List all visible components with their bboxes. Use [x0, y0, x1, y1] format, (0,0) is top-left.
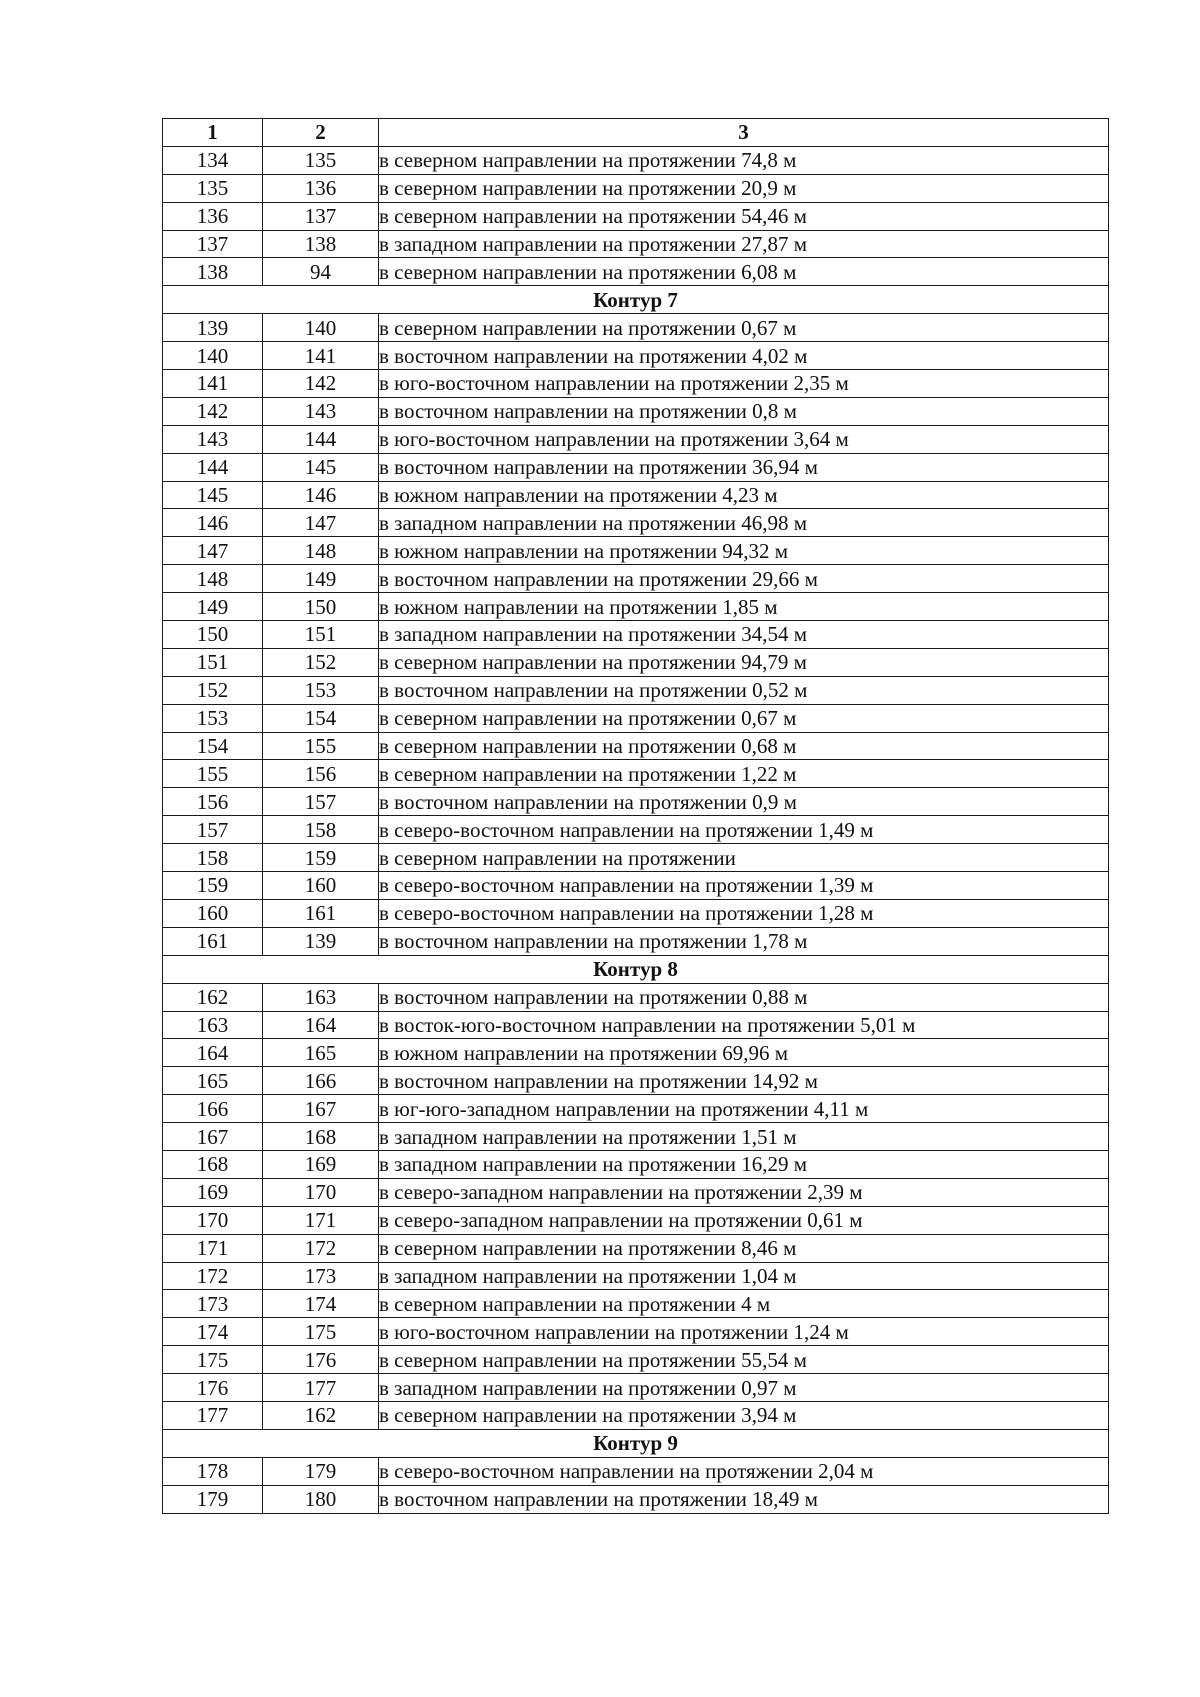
description-cell: в западном направлении на протяжении 1,51 м [379, 1123, 1109, 1151]
table-row [163, 704, 1109, 732]
table-row [163, 621, 1109, 649]
description-cell: в южном направлении на протяжении 69,96 м [379, 1039, 1109, 1067]
description-cell: в восточном направлении на протяжении 14,92 м [379, 1067, 1109, 1095]
from-point-cell: 165 [163, 1067, 263, 1095]
description-cell: в северо-западном направлении на протяжении 2,39 м [379, 1178, 1109, 1206]
from-point-cell: 175 [163, 1346, 263, 1374]
description-cell: в северном направлении на протяжении 0,67 м [379, 704, 1109, 732]
from-point-cell: 149 [163, 593, 263, 621]
to-point-cell: 173 [263, 1262, 379, 1290]
to-point-cell: 139 [263, 927, 379, 955]
to-point-cell: 156 [263, 760, 379, 788]
to-point-cell: 152 [263, 648, 379, 676]
from-point-cell: 161 [163, 927, 263, 955]
table-row [163, 202, 1109, 230]
to-point-cell: 145 [263, 453, 379, 481]
from-point-cell: 145 [163, 481, 263, 509]
description-cell: в восточном направлении на протяжении 0,88 м [379, 983, 1109, 1011]
description-cell: в восточном направлении на протяжении 29,66 м [379, 565, 1109, 593]
to-point-cell: 136 [263, 174, 379, 202]
from-point-cell: 160 [163, 899, 263, 927]
to-point-cell: 177 [263, 1374, 379, 1402]
table-header [163, 119, 1109, 147]
to-point-cell: 144 [263, 425, 379, 453]
to-point-cell: 162 [263, 1401, 379, 1429]
table-row [163, 509, 1109, 537]
to-point-cell: 168 [263, 1123, 379, 1151]
to-point-cell: 167 [263, 1095, 379, 1123]
table-row [163, 788, 1109, 816]
description-cell: в северо-восточном направлении на протяжении 1,39 м [379, 872, 1109, 900]
table-row [163, 1011, 1109, 1039]
table-row [163, 230, 1109, 258]
from-point-cell: 155 [163, 760, 263, 788]
contour-title: Контур 9 [163, 1429, 1109, 1457]
from-point-cell: 151 [163, 648, 263, 676]
from-point-cell: 134 [163, 146, 263, 174]
from-point-cell: 156 [163, 788, 263, 816]
description-cell: в юго-восточном направлении на протяжении 3,64 м [379, 425, 1109, 453]
description-cell: в северном направлении на протяжении 0,67 м [379, 314, 1109, 342]
table-row [163, 481, 1109, 509]
from-point-cell: 176 [163, 1374, 263, 1402]
table-row [163, 816, 1109, 844]
description-cell: в северном направлении на протяжении 4 м [379, 1290, 1109, 1318]
contour-heading-row [163, 955, 1109, 983]
description-cell: в восточном направлении на протяжении 18,49 м [379, 1485, 1109, 1513]
to-point-cell: 170 [263, 1178, 379, 1206]
from-point-cell: 148 [163, 565, 263, 593]
description-cell: в восточном направлении на протяжении 4,02 м [379, 342, 1109, 370]
table-row [163, 342, 1109, 370]
contour-heading-row [163, 286, 1109, 314]
from-point-cell: 141 [163, 370, 263, 398]
to-point-cell: 153 [263, 676, 379, 704]
to-point-cell: 155 [263, 732, 379, 760]
to-point-cell: 142 [263, 370, 379, 398]
contour-heading-row [163, 1429, 1109, 1457]
to-point-cell: 166 [263, 1067, 379, 1095]
to-point-cell: 172 [263, 1234, 379, 1262]
table-row [163, 537, 1109, 565]
from-point-cell: 166 [163, 1095, 263, 1123]
from-point-cell: 170 [163, 1206, 263, 1234]
contour-title: Контур 7 [163, 286, 1109, 314]
table-row [163, 676, 1109, 704]
table-row [163, 983, 1109, 1011]
description-cell: в восток-юго-восточном направлении на протяжении 5,01 м [379, 1011, 1109, 1039]
to-point-cell: 146 [263, 481, 379, 509]
to-point-cell: 149 [263, 565, 379, 593]
from-point-cell: 177 [163, 1401, 263, 1429]
from-point-cell: 142 [163, 397, 263, 425]
table-row [163, 314, 1109, 342]
table-row [163, 927, 1109, 955]
table-row [163, 453, 1109, 481]
table-row [163, 1150, 1109, 1178]
description-cell: в западном направлении на протяжении 1,04 м [379, 1262, 1109, 1290]
from-point-cell: 172 [163, 1262, 263, 1290]
description-cell: в восточном направлении на протяжении 0,9 м [379, 788, 1109, 816]
to-point-cell: 164 [263, 1011, 379, 1039]
to-point-cell: 163 [263, 983, 379, 1011]
description-cell: в восточном направлении на протяжении 0,8 м [379, 397, 1109, 425]
from-point-cell: 168 [163, 1150, 263, 1178]
to-point-cell: 147 [263, 509, 379, 537]
table-row [163, 1178, 1109, 1206]
table-row [163, 1457, 1109, 1485]
from-point-cell: 162 [163, 983, 263, 1011]
table-row [163, 146, 1109, 174]
from-point-cell: 146 [163, 509, 263, 537]
to-point-cell: 138 [263, 230, 379, 258]
table-row [163, 1401, 1109, 1429]
description-cell: в западном направлении на протяжении 16,29 м [379, 1150, 1109, 1178]
from-point-cell: 179 [163, 1485, 263, 1513]
from-point-cell: 173 [163, 1290, 263, 1318]
to-point-cell: 159 [263, 844, 379, 872]
from-point-cell: 174 [163, 1318, 263, 1346]
table-row [163, 1485, 1109, 1513]
description-cell: в северо-восточном направлении на протяжении 2,04 м [379, 1457, 1109, 1485]
description-cell: в восточном направлении на протяжении 36,94 м [379, 453, 1109, 481]
from-point-cell: 143 [163, 425, 263, 453]
table-row [163, 1262, 1109, 1290]
to-point-cell: 135 [263, 146, 379, 174]
from-point-cell: 135 [163, 174, 263, 202]
from-point-cell: 159 [163, 872, 263, 900]
description-cell: в северо-восточном направлении на протяжении 1,49 м [379, 816, 1109, 844]
column-header-to-point: 2 [263, 119, 379, 147]
from-point-cell: 154 [163, 732, 263, 760]
table-row [163, 565, 1109, 593]
to-point-cell: 154 [263, 704, 379, 732]
to-point-cell: 141 [263, 342, 379, 370]
to-point-cell: 180 [263, 1485, 379, 1513]
description-cell: в юго-восточном направлении на протяжении 2,35 м [379, 370, 1109, 398]
table-row [163, 397, 1109, 425]
table-row [163, 174, 1109, 202]
table-row [163, 370, 1109, 398]
table-row [163, 844, 1109, 872]
description-cell: в западном направлении на протяжении 27,87 м [379, 230, 1109, 258]
to-point-cell: 160 [263, 872, 379, 900]
table-row [163, 1346, 1109, 1374]
from-point-cell: 140 [163, 342, 263, 370]
description-cell: в восточном направлении на протяжении 1,78 м [379, 927, 1109, 955]
description-cell: в северном направлении на протяжении 6,08 м [379, 258, 1109, 286]
table-row [163, 732, 1109, 760]
from-point-cell: 138 [163, 258, 263, 286]
table-row [163, 1206, 1109, 1234]
description-cell: в юго-восточном направлении на протяжении 1,24 м [379, 1318, 1109, 1346]
contour-title: Контур 8 [163, 955, 1109, 983]
description-cell: в южном направлении на протяжении 4,23 м [379, 481, 1109, 509]
from-point-cell: 150 [163, 621, 263, 649]
from-point-cell: 164 [163, 1039, 263, 1067]
to-point-cell: 158 [263, 816, 379, 844]
table-row [163, 425, 1109, 453]
to-point-cell: 94 [263, 258, 379, 286]
description-cell: в западном направлении на протяжении 34,54 м [379, 621, 1109, 649]
to-point-cell: 175 [263, 1318, 379, 1346]
description-cell: в северном направлении на протяжении 74,8 м [379, 146, 1109, 174]
to-point-cell: 150 [263, 593, 379, 621]
description-cell: в северо-западном направлении на протяжении 0,61 м [379, 1206, 1109, 1234]
to-point-cell: 171 [263, 1206, 379, 1234]
from-point-cell: 144 [163, 453, 263, 481]
to-point-cell: 169 [263, 1150, 379, 1178]
from-point-cell: 167 [163, 1123, 263, 1151]
to-point-cell: 161 [263, 899, 379, 927]
table-row [163, 1374, 1109, 1402]
description-cell: в северном направлении на протяжении 0,68 м [379, 732, 1109, 760]
description-cell: в северо-восточном направлении на протяжении 1,28 м [379, 899, 1109, 927]
description-cell: в северном направлении на протяжении [379, 844, 1109, 872]
description-cell: в западном направлении на протяжении 46,98 м [379, 509, 1109, 537]
table-row [163, 872, 1109, 900]
description-cell: в северном направлении на протяжении 1,22 м [379, 760, 1109, 788]
from-point-cell: 171 [163, 1234, 263, 1262]
to-point-cell: 174 [263, 1290, 379, 1318]
from-point-cell: 137 [163, 230, 263, 258]
description-cell: в южном направлении на протяжении 94,32 м [379, 537, 1109, 565]
table-row [163, 258, 1109, 286]
description-cell: в восточном направлении на протяжении 0,52 м [379, 676, 1109, 704]
to-point-cell: 140 [263, 314, 379, 342]
table-row [163, 1318, 1109, 1346]
description-cell: в северном направлении на протяжении 8,46 м [379, 1234, 1109, 1262]
to-point-cell: 176 [263, 1346, 379, 1374]
table-row [163, 1123, 1109, 1151]
column-header-from-point: 1 [163, 119, 263, 147]
table-row [163, 760, 1109, 788]
to-point-cell: 151 [263, 621, 379, 649]
description-cell: в северном направлении на протяжении 55,54 м [379, 1346, 1109, 1374]
from-point-cell: 153 [163, 704, 263, 732]
from-point-cell: 169 [163, 1178, 263, 1206]
column-header-description: 3 [379, 119, 1109, 147]
description-cell: в северном направлении на протяжении 94,79 м [379, 648, 1109, 676]
to-point-cell: 137 [263, 202, 379, 230]
from-point-cell: 163 [163, 1011, 263, 1039]
from-point-cell: 178 [163, 1457, 263, 1485]
description-cell: в северном направлении на протяжении 20,9 м [379, 174, 1109, 202]
boundary-description-table [162, 118, 1109, 1514]
from-point-cell: 152 [163, 676, 263, 704]
to-point-cell: 157 [263, 788, 379, 816]
to-point-cell: 143 [263, 397, 379, 425]
table-row [163, 1039, 1109, 1067]
description-cell: в северном направлении на протяжении 3,94 м [379, 1401, 1109, 1429]
to-point-cell: 179 [263, 1457, 379, 1485]
from-point-cell: 158 [163, 844, 263, 872]
table-row [163, 593, 1109, 621]
to-point-cell: 165 [263, 1039, 379, 1067]
table-row [163, 1234, 1109, 1262]
table-row [163, 648, 1109, 676]
table-row [163, 1095, 1109, 1123]
description-cell: в западном направлении на протяжении 0,97 м [379, 1374, 1109, 1402]
table-body [163, 146, 1109, 1513]
description-cell: в юг-юго-западном направлении на протяжении 4,11 м [379, 1095, 1109, 1123]
description-cell: в северном направлении на протяжении 54,46 м [379, 202, 1109, 230]
header-row [163, 119, 1109, 147]
from-point-cell: 147 [163, 537, 263, 565]
from-point-cell: 157 [163, 816, 263, 844]
table-row [163, 1067, 1109, 1095]
table-row [163, 1290, 1109, 1318]
to-point-cell: 148 [263, 537, 379, 565]
from-point-cell: 136 [163, 202, 263, 230]
table-row [163, 899, 1109, 927]
from-point-cell: 139 [163, 314, 263, 342]
description-cell: в южном направлении на протяжении 1,85 м [379, 593, 1109, 621]
